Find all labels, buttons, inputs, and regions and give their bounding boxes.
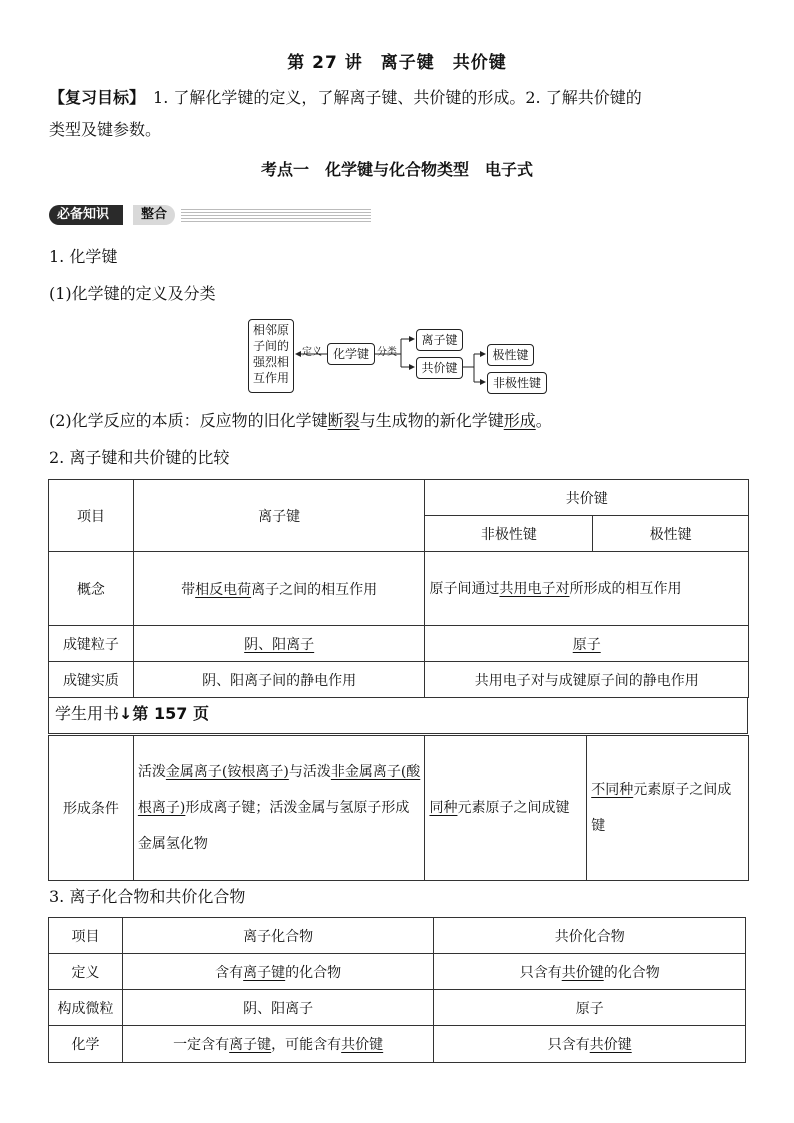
table-row <box>49 736 749 881</box>
table-row <box>49 954 746 990</box>
heading-bond-comparison: 2. 离子键和共价键的比较 <box>49 448 230 467</box>
heading-chemical-bond: 1. 化学键 <box>49 247 118 266</box>
reaction-essence-mid: 与生成物的新化学键 <box>359 411 504 430</box>
cell-ionic-particles: 阴、阳离子 <box>133 626 425 662</box>
diagram-covalent-bond-box: 共价键 <box>416 357 463 379</box>
compound-comparison-table <box>48 917 746 1063</box>
table-row <box>49 662 749 698</box>
th-polar: 极性键 <box>593 516 749 552</box>
table-row <box>49 1026 746 1063</box>
cell-covalent-essence: 共用电子对与成键原子间的静电作用 <box>425 662 749 698</box>
diagram-nonpolar-bond-box: 非极性键 <box>487 372 547 394</box>
table-row <box>49 990 746 1026</box>
badge-integration: 整合 <box>133 205 175 225</box>
cell2-covalent-definition: 只含有共价键的化合物 <box>434 954 746 990</box>
student-book-page-ref <box>48 697 748 734</box>
th-ionic-bond: 离子键 <box>133 480 425 552</box>
heading-compounds: 3. 离子化合物和共价化合物 <box>49 887 246 906</box>
cell-covalent-particles: 原子 <box>425 626 749 662</box>
page-number: 第 157 页 <box>132 704 209 723</box>
row-label-conditions: 形成条件 <box>49 736 134 881</box>
diagram-define-label: 定义 <box>302 347 322 358</box>
th2-covalent-compound: 共价化合物 <box>434 918 746 954</box>
diagram-connectors <box>0 0 794 400</box>
badge-required-knowledge: 必备知识 <box>49 205 123 225</box>
diagram-def-line-2: 子间的 <box>252 339 289 353</box>
bond-comparison-table <box>48 479 749 698</box>
row-label-essence: 成键实质 <box>49 662 134 698</box>
review-text-2: 类型及键参数。 <box>49 120 162 139</box>
diagram-ionic-bond-box: 离子键 <box>416 329 463 351</box>
reaction-essence-break: 断裂 <box>327 411 360 430</box>
th2-ionic-compound: 离子化合物 <box>122 918 434 954</box>
cell-covalent-concept: 原子间通过共用电子对所形成的相互作用 <box>425 552 749 626</box>
th-nonpolar: 非极性键 <box>425 516 593 552</box>
cell-ionic-concept: 带相反电荷离子之间的相互作用 <box>133 552 425 626</box>
row-label-particles: 成键粒子 <box>49 626 134 662</box>
row2-label-chemical: 化学 <box>49 1026 123 1063</box>
cell-ionic-conditions: 活泼金属离子(铵根离子)与活泼非金属离子(酸根离子)形成离子键；活泼金属与氢原子形成金属氢化物 <box>133 736 425 881</box>
row2-label-definition: 定义 <box>49 954 123 990</box>
cell-polar-conditions: 不同种元素原子之间成键 <box>587 736 749 881</box>
th-covalent-bond: 共价键 <box>425 480 749 516</box>
down-arrow-icon: ↓ <box>119 704 133 723</box>
review-label: 【复习目标】 <box>49 88 138 107</box>
diagram-def-line-1: 相邻原 <box>252 323 289 337</box>
cell2-covalent-particles: 原子 <box>434 990 746 1026</box>
reaction-essence-prefix: (2)化学反应的本质：反应物的旧化学键 <box>49 411 328 430</box>
section-title: 考点一 化学键与化合物类型 电子式 <box>260 160 533 179</box>
table-row <box>49 626 749 662</box>
bond-classification-diagram <box>0 0 794 400</box>
diagram-chemical-bond-box: 化学键 <box>327 343 375 365</box>
th-item: 项目 <box>49 480 134 552</box>
table-row <box>49 552 749 626</box>
table-row <box>49 918 746 954</box>
lesson-title: 第 27 讲 离子键 共价键 <box>287 53 507 73</box>
row-label-concept: 概念 <box>49 552 134 626</box>
cell-ionic-essence: 阴、阳离子间的静电作用 <box>133 662 425 698</box>
heading-definition-classification: (1)化学键的定义及分类 <box>49 284 216 303</box>
diagram-def-line-4: 互作用 <box>252 371 289 385</box>
cell2-ionic-definition: 含有离子键的化合物 <box>122 954 434 990</box>
formation-conditions-table <box>48 735 749 881</box>
cell-nonpolar-conditions: 同种元素原子之间成键 <box>425 736 587 881</box>
diagram-classify-label: 分类 <box>377 347 397 358</box>
reaction-essence <box>49 408 552 431</box>
reaction-essence-end: 。 <box>535 411 552 430</box>
page-ref-label: 学生用书 <box>55 704 120 723</box>
cell2-ionic-chemical: 一定含有离子键，可能含有共价键 <box>122 1026 434 1063</box>
diagram-polar-bond-box: 极性键 <box>487 344 534 366</box>
diagram-def-line-3: 强烈相 <box>252 355 289 369</box>
table-row <box>49 480 749 516</box>
th2-item: 项目 <box>49 918 123 954</box>
row2-label-particles: 构成微粒 <box>49 990 123 1026</box>
cell2-covalent-chemical: 只含有共价键 <box>434 1026 746 1063</box>
reaction-essence-form: 形成 <box>503 411 536 430</box>
cell2-ionic-particles: 阴、阳离子 <box>122 990 434 1026</box>
review-text-1: 1. 了解化学键的定义，了解离子键、共价键的形成。2. 了解共价键的 <box>137 88 642 107</box>
